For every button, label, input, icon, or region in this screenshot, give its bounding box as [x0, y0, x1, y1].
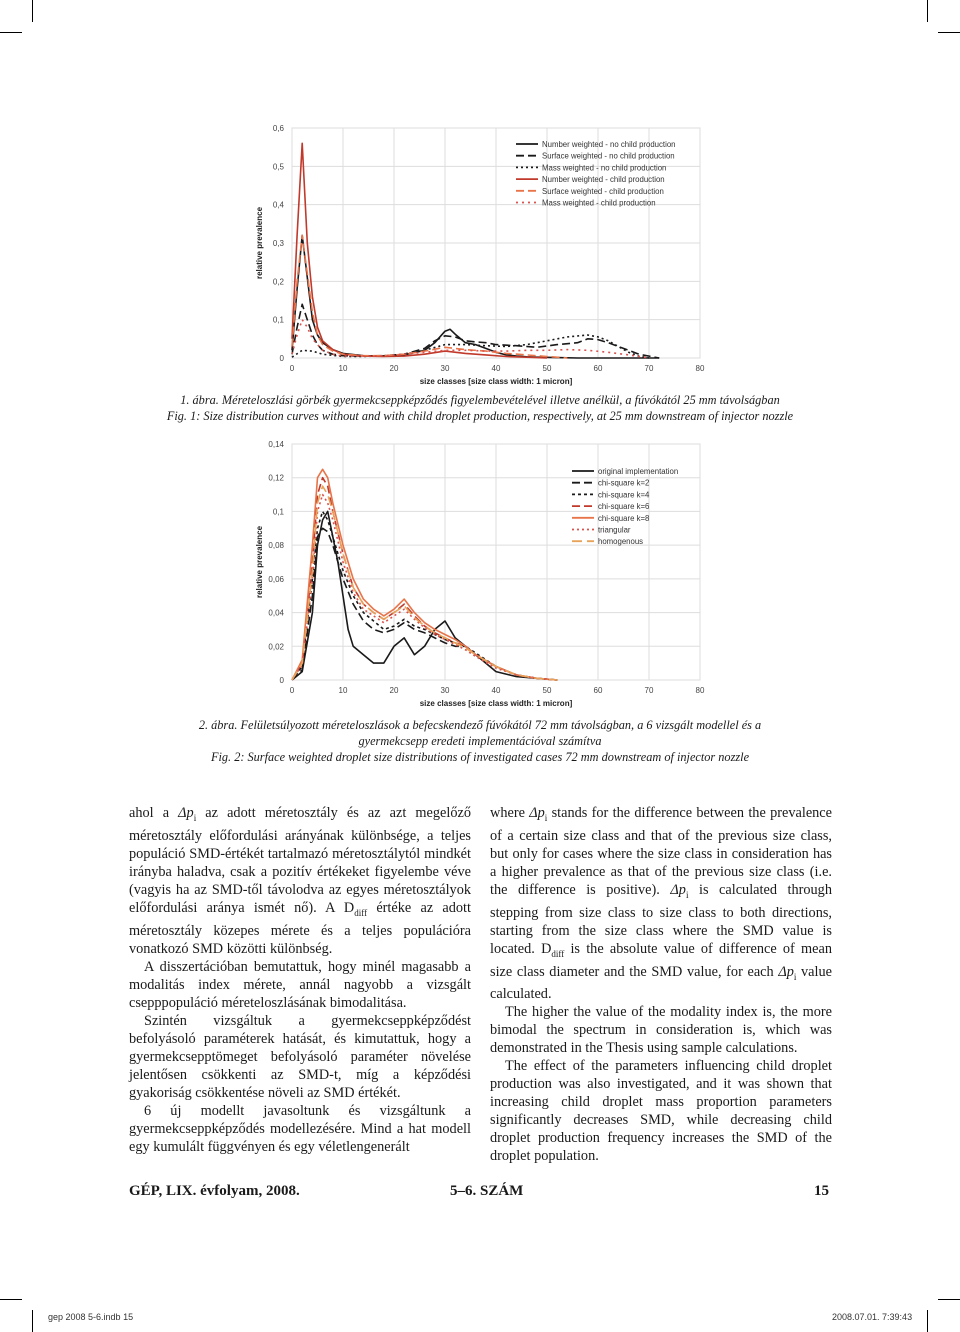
footer-journal: GÉP, LIX. évfolyam, 2008. — [129, 1183, 300, 1199]
y-tick-label: 0,3 — [272, 239, 284, 248]
x-tick-label: 0 — [289, 686, 295, 695]
y-tick-label: 0,12 — [268, 473, 284, 483]
crop-mark — [927, 1310, 928, 1332]
y-tick-label: 0,4 — [272, 200, 284, 210]
legend-entry: Number weighted - child production — [542, 175, 665, 185]
legend-entry: chi-square k=8 — [598, 513, 650, 523]
x-axis-label: size classes [size class width: 1 micron] — [419, 699, 573, 708]
x-tick-label: 50 — [542, 686, 552, 695]
crop-mark — [927, 0, 928, 22]
body-right-paragraph-2: The higher the value of the modality index is, the more bimodal the spectrum in consideration is, which was demonstrated in the Thesis using sample calculations. — [490, 1004, 832, 1057]
y-tick-label: 0 — [279, 676, 284, 685]
crop-mark — [32, 1310, 33, 1332]
legend-entry: original implementation — [598, 467, 679, 476]
delta-p-symbol: Δp — [529, 805, 545, 821]
footer-issue: 5–6. SZÁM — [450, 1183, 524, 1199]
slug-file: gep 2008 5-6.indb 15 — [48, 1312, 134, 1322]
x-tick-label: 70 — [644, 686, 654, 695]
legend-entry: chi-square k=2 — [598, 478, 650, 488]
y-tick-label: 0 — [279, 354, 284, 363]
body-left-column — [129, 804, 471, 1156]
x-tick-label: 50 — [542, 364, 552, 373]
footer-page-number: 15 — [814, 1183, 829, 1199]
body-left-paragraph-4: 6 új modellt javasoltunk és vizsgáltunk a gyermekcseppképződés modellezésére. Mind a hat modell egy kumulált függvényen és egy véletlengenerált — [129, 1102, 471, 1155]
y-tick-label: 0,04 — [268, 608, 284, 618]
figure-2-caption-en: Fig. 2: Surface weighted droplet size distributions of investigated cases 72 mm downstream of injector nozzle — [210, 750, 750, 764]
legend-entry: Mass weighted - child production — [542, 198, 656, 208]
body-right-paragraph-1: where $\Delta p_i$ stands for the difference between the prevalence of a certain size class and that of the previous size class, but only for cases where the size class in consideration has a higher prevalence as that of the previous size class (i.e. the difference is positive). $\Delta p_i$ is calculated through stepping from size class to size class to both directions, starting from the size class where the SMD value is located. $D_{diff}$ is the absolute value of difference of mean size class diameter and the SMD value, for each $\Delta p_i$ value calculated. — [490, 805, 833, 1003]
crop-mark — [0, 1299, 22, 1300]
body-left-paragraph-1: ahol a $\Delta p_i$ az adott méretosztály és az azt megelőző méretosztály előfordulási arányának különbsége, a teljes populáció SMD-értékét tartalmazó méretosztálytól mindkét irányba haladva, csak a pozitív értékeket figyelembe véve (vagyis ha az SMD-től távolodva az egyes méretosztályok előfordulási aránya ismét nő). A $D_{diff}$ értéke az adott méretosztály közepes mérete és a teljes populációra vonatkozó SMD közötti különbség. — [129, 805, 471, 957]
body-left-paragraph-2: A disszertációban bemutattuk, hogy minél magasabb a modalitás index mérete, annál nagyobb a vizsgált csepppopuláció méreteloszlásának bimodalitása. — [129, 958, 471, 1011]
figure-1-chart — [250, 114, 710, 390]
x-axis-label: size classes [size class width: 1 micron] — [419, 377, 573, 386]
body-right-column — [490, 804, 832, 1165]
delta-p-symbol: Δp — [178, 805, 194, 821]
y-tick-label: 0,6 — [272, 124, 284, 133]
legend-entry: Surface weighted - no child production — [542, 151, 675, 161]
x-tick-label: 10 — [338, 686, 348, 695]
x-tick-label: 0 — [289, 364, 295, 373]
figure-2-caption — [120, 717, 840, 765]
legend-entry: Surface weighted - child production — [542, 186, 664, 196]
y-tick-label: 0,2 — [272, 277, 284, 287]
legend-entry: Number weighted - no child production — [542, 140, 676, 149]
y-axis-label: relative prevalence — [255, 206, 264, 280]
x-tick-label: 30 — [440, 364, 450, 373]
figure-1-caption — [120, 392, 840, 424]
legend-entry: chi-square k=6 — [598, 502, 650, 512]
x-tick-label: 70 — [644, 364, 654, 373]
x-tick-label: 40 — [491, 364, 501, 373]
figure-2-caption-hu-line2: gyermekcsepp eredeti implementációval számítva — [358, 734, 602, 748]
legend-entry: homogenous — [598, 537, 644, 547]
slug-date: 2008.07.01. 7:39:43 — [832, 1312, 913, 1322]
y-tick-label: 0,08 — [268, 541, 284, 551]
x-tick-label: 20 — [389, 686, 399, 695]
delta-p-symbol: Δp — [778, 963, 794, 980]
figure-2-chart — [250, 434, 710, 714]
legend-entry: Mass weighted - no child production — [542, 163, 667, 173]
x-tick-label: 40 — [491, 686, 501, 695]
x-tick-label: 10 — [338, 364, 348, 373]
y-tick-label: 0,06 — [268, 574, 284, 584]
crop-mark — [938, 1299, 960, 1300]
figure-1-caption-hu: 1. ábra. Méreteloszlási görbék gyermekcseppképződés figyelembevételével illetve anélkül, a fúvókától 25 mm távolságban — [180, 393, 780, 407]
y-axis-label: relative prevalence — [255, 525, 264, 599]
y-tick-label: 0,14 — [268, 440, 284, 449]
x-tick-label: 60 — [593, 686, 603, 695]
x-tick-label: 80 — [695, 686, 705, 695]
y-tick-label: 0,02 — [268, 642, 284, 652]
crop-mark — [32, 0, 33, 22]
legend-entry: triangular — [598, 525, 631, 535]
figure-1-caption-en: Fig. 1: Size distribution curves without and with child droplet production, respectively, at 25 mm downstream of injector nozzle — [166, 409, 794, 423]
y-tick-label: 0,5 — [272, 162, 284, 172]
body-right-paragraph-3: The effect of the parameters influencing child droplet production was also investigated, and it was shown that increasing child droplet mass proportion parameters significantly decreases SMD, while decreasing child droplet production frequency increases the SMD of the droplet population. — [490, 1058, 832, 1165]
body-left-paragraph-3: Szintén vizsgáltuk a gyermekcseppképződést befolyásoló paraméterek hatását, és kimutattuk, hogy a gyermekcsepptömeget befolyásoló paraméter növelése jelentősen csökkenti az SMD-t, míg a képződési gyakoriság csökkentése növeli az SMD értékét. — [129, 1012, 471, 1101]
y-tick-label: 0,1 — [272, 315, 284, 325]
x-tick-label: 80 — [695, 364, 705, 373]
y-tick-label: 0,1 — [272, 507, 284, 517]
x-tick-label: 30 — [440, 686, 450, 695]
delta-p-symbol: Δp — [670, 881, 686, 898]
crop-mark — [0, 32, 22, 33]
figure-2-caption-hu-line1: 2. ábra. Felületsúlyozott méreteloszlások a befecskendező fúvókától 72 mm távolságban, a 6 vizsgált modellel és a — [198, 718, 762, 732]
x-tick-label: 60 — [593, 364, 603, 373]
crop-mark — [938, 32, 960, 33]
legend-entry: chi-square k=4 — [598, 490, 650, 500]
x-tick-label: 20 — [389, 364, 399, 373]
